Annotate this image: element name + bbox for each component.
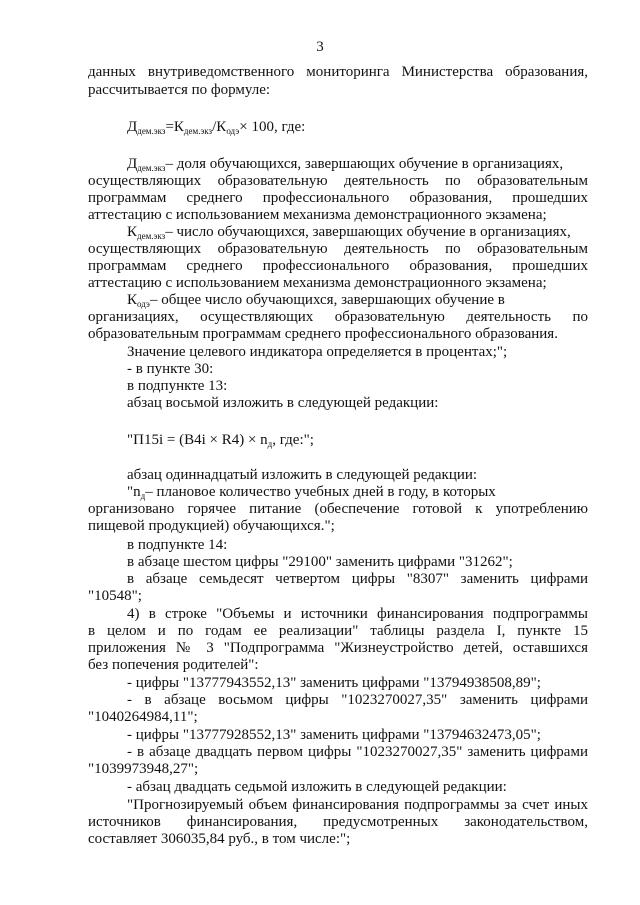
text-line: приложения № 3 "Подпрограмма "Жизнеустройство детей, оставшихся: [88, 640, 588, 656]
text-line: программам среднего профессионального образования, прошедших: [88, 190, 588, 206]
text-line: осуществляющих образовательную деятельность по образовательным: [88, 241, 588, 257]
text-line: - в пункте 30:: [127, 361, 214, 377]
text-line: в целом и по годам ее реализации" таблицы раздела I, пункте 15: [88, 623, 588, 639]
text-line: в абзаце семьдесят четвертом цифры "8307" заменить цифрами: [127, 571, 588, 587]
text-line: рассчитывается по формуле:: [88, 82, 271, 98]
text-line: "10548";: [88, 588, 142, 604]
text-line: - цифры "13777928552,13" заменить цифрами "13794632473,05";: [127, 727, 541, 743]
text-line: пищевой продукцией) обучающихся.";: [88, 518, 335, 534]
definition-line: "$n_д-$ плановое количество учебных дней в году, в которых: [127, 484, 496, 501]
text-line: источников финансирования, предусмотренных законодательством,: [88, 814, 588, 830]
text-line: аттестацию с использованием механизма демонстрационного экзамена;: [88, 275, 547, 291]
text-line: - абзац двадцать седьмой изложить в следующей редакции:: [127, 779, 507, 795]
text-line: 4) в строке "Объемы и источники финансирования подпрограммы: [127, 606, 588, 622]
definition-line: $К_{дем.экз}-$ число обучающихся, завершающих обучение в организациях,: [127, 224, 571, 241]
formula-p15: "$П15i = (В4i \times R4) \times n_д$, где:";: [127, 432, 314, 449]
text-line: - в абзаце восьмом цифры "1023270027,35" заменить цифрами: [127, 692, 588, 708]
text-line: в подпункте 13:: [127, 378, 228, 394]
text-line: - в абзаце двадцать первом цифры "1023270027,35" заменить цифрами: [127, 744, 588, 760]
definition-line: $Д_{дем.экз}-$ доля обучающихся, завершающих обучение в организациях,: [127, 156, 564, 173]
text-line: осуществляющих образовательную деятельность по образовательным: [88, 173, 588, 189]
text-line: программам среднего профессионального образования, прошедших: [88, 258, 588, 274]
text-line: организовано горячее питание (обеспечение готовой к употреблению: [88, 501, 588, 517]
text-line: данных внутриведомственного мониторинга Министерства образования,: [88, 64, 588, 80]
definition-line: $К_{одэ}-$ общее число обучающихся, завершающих обучение в: [127, 292, 505, 309]
text-line: абзац восьмой изложить в следующей редакции:: [127, 395, 439, 411]
text-line: Значение целевого индикатора определяется в процентах;";: [127, 344, 508, 360]
text-line: составляет 306035,84 руб., в том числе:";: [88, 831, 351, 847]
page-number: 3: [316, 39, 324, 55]
text-line: абзац одиннадцатый изложить в следующей редакции:: [127, 467, 478, 483]
text-line: образовательным программам среднего профессионального образования.: [88, 326, 558, 342]
text-line: - цифры "13777943552,13" заменить цифрами "13794938508,89";: [127, 675, 541, 691]
text-line: "1039973948,27";: [88, 761, 199, 777]
text-line: аттестацию с использованием механизма демонстрационного экзамена;: [88, 207, 547, 223]
text-line: "1040264984,11";: [88, 709, 198, 725]
text-line: в абзаце шестом цифры "29100" заменить цифрами "31262";: [127, 554, 513, 570]
text-line: в подпункте 14:: [127, 537, 228, 553]
formula-demo-exam: $Д_{дем.экз}=К_{дем.экз}/К_{одэ}\times 100$, где:: [127, 119, 306, 136]
text-line: организациях, осуществляющих образовательную деятельность по: [88, 309, 588, 325]
text-line: "Прогнозируемый объем финансирования подпрограммы за счет иных: [127, 797, 588, 813]
text-line: без попечения родителей":: [88, 657, 259, 673]
